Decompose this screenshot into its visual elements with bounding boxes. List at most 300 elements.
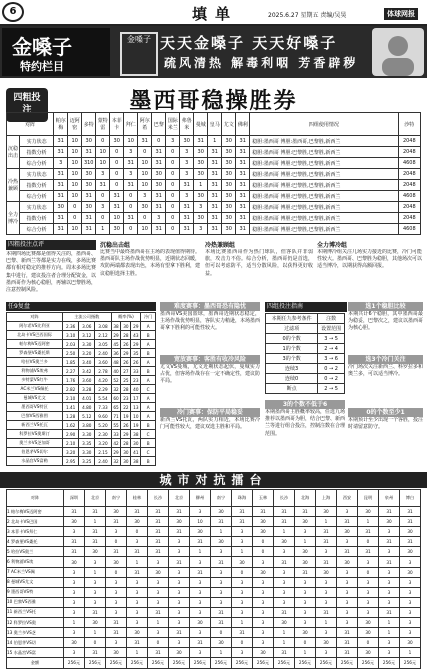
amount-cell: 2048: [398, 202, 420, 213]
table-row: [7, 169, 421, 180]
review-value: 26: [131, 358, 141, 367]
pick-cell: 31: [82, 147, 96, 158]
city-pick: 3: [106, 577, 127, 587]
pick-cell: 31: [208, 158, 222, 169]
city-pick: 31: [232, 628, 253, 638]
city-pick: 30: [400, 547, 421, 557]
tip-cell: 稳胆:墨西哥 博胆:巴黎胜,巴黎胜,新西兰: [250, 213, 398, 224]
review-value: C: [141, 385, 156, 394]
group-name: 沉稳出击: [7, 136, 20, 169]
review-value: A: [141, 376, 156, 385]
city-pick: 3: [190, 597, 211, 607]
city-header: 南宁: [106, 490, 127, 507]
city-pick: 3: [148, 557, 169, 567]
city-header: 北京: [169, 490, 190, 507]
pick-cell: 1: [208, 136, 222, 147]
city-pick: 3: [358, 557, 379, 567]
filter-cell: 断点: [266, 384, 318, 394]
newspaper-logo: 6: [2, 2, 24, 22]
city-total: 256元: [169, 658, 190, 668]
pick-cell: 0: [152, 136, 166, 147]
header-cell: 尤文: [222, 113, 236, 136]
pick-cell: 31: [82, 213, 96, 224]
city-row-index: 12 科罗拉VS奥: [7, 618, 64, 628]
city-pick: 31: [148, 507, 169, 517]
amount-cell: 4608: [398, 191, 420, 202]
city-pick: 3: [127, 587, 148, 597]
section-name: 填单: [191, 5, 238, 23]
tips-heading-3: 0的个数至少1: [348, 408, 423, 417]
review-value: 35: [131, 349, 141, 358]
city-pick: 30: [358, 507, 379, 517]
city-pick: 30: [274, 618, 295, 628]
review-row: [7, 457, 156, 466]
city-pick: 3: [400, 618, 421, 628]
review-row: [7, 421, 156, 430]
review-value: 29: [131, 322, 141, 331]
city-total: 256元: [400, 658, 421, 668]
review-value: 1.62: [63, 421, 79, 430]
city-pick: 3: [379, 577, 400, 587]
review-value: 41: [131, 448, 141, 457]
pick-cell: 1: [96, 224, 110, 235]
comment-box-text: 本期四场比赛都是值得关注的，墨西哥、巴黎、新西兰等都是实力在线，多场比赛都有相对稳定的推荐方向。周末多场比赛集中进行，建议投注者合理分配资金，以墨西哥作为核心稳胆，再辅以巴黎胜场，注意控制风险。: [6, 251, 96, 294]
city-pick: 1: [85, 567, 106, 577]
review-value: A: [141, 358, 156, 367]
filter-cell: 2 → 4: [318, 344, 345, 354]
pick-cell: 0: [166, 180, 180, 191]
city-pick: 3: [295, 587, 316, 597]
city-pick: 31: [379, 607, 400, 617]
city-pick: 30: [337, 557, 358, 567]
city-pick: 31: [148, 648, 169, 658]
pick-cell: 31: [236, 202, 250, 213]
city-pick: 31: [316, 557, 337, 567]
review-match: 曼城VS尤文: [7, 394, 63, 403]
city-pick: 30: [400, 638, 421, 648]
group-name: 全力博冷: [7, 202, 20, 235]
row-type: 综合分析: [20, 224, 54, 235]
city-pick: 3: [316, 597, 337, 607]
tip-cell: 稳胆:墨西哥 博胆:墨西哥,巴黎胜,新西兰: [250, 136, 398, 147]
city-row: [7, 648, 421, 658]
review-value: 60: [111, 394, 121, 403]
tips-text-1: 本期共计6个稳胆，其中墨西哥最为稳妥，巴黎次之，建议以墨西哥为核心胆。: [348, 311, 423, 332]
row-type: 指数分析: [20, 213, 54, 224]
city-pick: 3: [295, 607, 316, 617]
analysis-text-1: 墨西哥VS美国篮球，墨西哥近期状态稳定，主场作战优势明显，客队实力稍逊，本场墨西哥拿下胜利的可能性较大。: [160, 311, 260, 332]
city-total: 256元: [253, 658, 274, 668]
pick-cell: 30: [222, 147, 236, 158]
city-row: [7, 607, 421, 617]
review-value: 28: [121, 331, 131, 340]
review-value: 38: [131, 457, 141, 466]
review-row: [7, 385, 156, 394]
pick-cell: 10: [68, 224, 82, 235]
city-row-index: 13 奥兰多VS芝: [7, 628, 64, 638]
review-match: 哈拉VS奥兰多: [7, 358, 63, 367]
review-value: 2.90: [63, 430, 79, 439]
review-value: 55: [111, 421, 121, 430]
review-value: 3.20: [63, 448, 79, 457]
city-header: 深圳: [64, 490, 85, 507]
city-pick: 3: [253, 557, 274, 567]
review-value: 4.20: [95, 376, 111, 385]
amount-cell: 2048: [398, 213, 420, 224]
review-value: 1.28: [63, 412, 79, 421]
review-match: AC米兰VS佩托: [7, 385, 63, 394]
pick-cell: 10: [68, 180, 82, 191]
city-pick: 3: [295, 577, 316, 587]
review-row: [7, 439, 156, 448]
city-pick: 30: [295, 547, 316, 557]
amount-cell: 2048: [398, 147, 420, 158]
city-pick: 31: [64, 507, 85, 517]
review-row: [7, 430, 156, 439]
city-pick: 3: [358, 577, 379, 587]
review-match: 墨西哥VS特区: [7, 403, 63, 412]
review-value: A: [141, 340, 156, 349]
city-pick: 31: [106, 618, 127, 628]
city-pick: 30: [211, 507, 232, 517]
city-pick: 1: [295, 537, 316, 547]
pick-cell: 3: [180, 169, 194, 180]
city-pick: 1: [316, 517, 337, 527]
city-pick: 3: [190, 648, 211, 658]
pick-cell: 0: [166, 224, 180, 235]
city-header: 北海: [295, 490, 316, 507]
review-value: 3.30: [79, 430, 95, 439]
city-pick: 3: [127, 618, 148, 628]
filter-cell: 连续3: [266, 364, 318, 374]
city-pick: 0: [358, 567, 379, 577]
city-pick: 1: [64, 618, 85, 628]
city-pick: 3: [169, 577, 190, 587]
filter-cell: 3的个数: [266, 354, 318, 364]
review-value: 2.30: [95, 430, 111, 439]
group-comment-1-title: 沉稳出击组: [100, 242, 131, 249]
city-pick: 3: [400, 607, 421, 617]
city-pick: 31: [337, 638, 358, 648]
city-pick: 30: [190, 618, 211, 628]
city-pick: 31: [337, 517, 358, 527]
city-pick: 31: [232, 517, 253, 527]
city-pick: 30: [379, 517, 400, 527]
city-pick: 30: [106, 648, 127, 658]
tip-cell: 稳胆:墨西哥 博胆:巴黎胜,巴黎胜,新西兰: [250, 202, 398, 213]
city-pick: 10: [190, 517, 211, 527]
review-value: B: [141, 367, 156, 376]
tips-heading-2: 选3个冷门关注: [348, 355, 423, 364]
city-pick: 3: [211, 547, 232, 557]
pick-cell: 0: [110, 158, 124, 169]
review-value: 22: [121, 403, 131, 412]
review-value: 1.76: [63, 376, 79, 385]
group-comment-2-text: 本场比赛墨西哥作为热门球队，但客队并非弱旅，攻击力不俗。综合分析，墨西哥仍是首选，但可以考虑防平，适当分散风险，以获得更好收益。: [205, 249, 313, 277]
pick-cell: 1: [194, 180, 208, 191]
review-value: 2.40: [95, 349, 111, 358]
brand-badge: 体球网报: [384, 8, 418, 20]
city-pick: 3: [232, 537, 253, 547]
pick-cell: 30: [222, 191, 236, 202]
city-pick: 3: [169, 618, 190, 628]
city-total: 256元: [316, 658, 337, 668]
city-pick: 31: [379, 557, 400, 567]
city-row: [7, 507, 421, 517]
pick-cell: 10: [110, 213, 124, 224]
city-pick: 31: [295, 567, 316, 577]
city-row-index: 15 水晶宫VS富: [7, 648, 64, 658]
city-row-index: 3 本菲卡VS拜仁: [7, 527, 64, 537]
review-row: [7, 394, 156, 403]
pick-cell: 30: [222, 136, 236, 147]
amount-cell: 2048: [398, 169, 420, 180]
city-pick: 3: [253, 628, 274, 638]
review-row: [7, 349, 156, 358]
group-comment-2-title: 冷热兼顾组: [205, 242, 236, 249]
city-pick: 30: [358, 648, 379, 658]
city-pick: 31: [379, 507, 400, 517]
review-value: 3.12: [79, 331, 95, 340]
filter-cell: 0 → 2: [318, 374, 345, 384]
city-pick: 0: [85, 638, 106, 648]
review-value: 3.30: [79, 448, 95, 457]
city-pick: 1: [148, 618, 169, 628]
table-row: [7, 191, 421, 202]
city-pick: 31: [358, 547, 379, 557]
pick-cell: 31: [110, 191, 124, 202]
city-pick: 1: [211, 527, 232, 537]
review-row: [7, 412, 156, 421]
pick-cell: 31: [54, 224, 68, 235]
review-value: 1.85: [63, 358, 79, 367]
city-pick: 1: [190, 547, 211, 557]
row-type: 指数分析: [20, 180, 54, 191]
pick-cell: 30: [82, 169, 96, 180]
review-value: 5.20: [95, 421, 111, 430]
city-pick: 30: [274, 537, 295, 547]
city-pick: 3: [337, 607, 358, 617]
city-pick: 3: [400, 587, 421, 597]
header-cell: 蒙特雷: [96, 113, 110, 136]
city-pick: 3: [253, 638, 274, 648]
filter-cell: 0的个数: [266, 334, 318, 344]
header-cell: 帕尔梅: [54, 113, 68, 136]
city-pick: 3: [127, 597, 148, 607]
row-type: 指数分析: [20, 147, 54, 158]
city-total: 256元: [106, 658, 127, 668]
pick-cell: 30: [82, 136, 96, 147]
group-comment-3-text: 本期博冷组关注几场实力接近的比赛，冷门可能性较大。墨西哥、巴黎胜为稳胆，其他场次可以适当博冷，以期获得高额回报。: [317, 249, 422, 270]
review-value: 29: [121, 430, 131, 439]
city-pick: 3: [127, 537, 148, 547]
guide-title: 四组投注指南: [265, 302, 347, 312]
pick-cell: 31: [54, 136, 68, 147]
pick-cell: 10: [68, 147, 82, 158]
row-type: 实力状态: [20, 169, 54, 180]
city-pick: 31: [295, 507, 316, 517]
pick-cell: 30: [222, 158, 236, 169]
review-value: 32: [111, 385, 121, 394]
city-row-index: 1 帕尔梅VS迈阿密: [7, 507, 64, 517]
row-type: 实力状态: [20, 202, 54, 213]
pick-cell: 10: [68, 169, 82, 180]
pick-cell: 0: [124, 191, 138, 202]
city-pick: 30: [106, 507, 127, 517]
pick-cell: 30: [194, 213, 208, 224]
review-value: 43: [131, 331, 141, 340]
city-pick: 3: [295, 527, 316, 537]
city-pick: 30: [64, 517, 85, 527]
product-box-label: 金嗓子: [127, 35, 151, 44]
review-row: [7, 367, 156, 376]
review-value: 3.08: [95, 322, 111, 331]
pick-cell: 3: [152, 213, 166, 224]
review-value: 3.10: [63, 331, 79, 340]
city-total: 256元: [274, 658, 295, 668]
review-value: B: [141, 457, 156, 466]
pick-cell: 31: [82, 224, 96, 235]
tips-text-2: 冷门场次关注新西兰、科罗拉多和奥兰多，可以适当博冷。: [348, 364, 423, 378]
analysis-heading-2: 宽放赛事：客胜有收冷风险: [160, 355, 260, 364]
review-value: 3.80: [79, 421, 95, 430]
table-row: [7, 213, 421, 224]
pick-cell: 10: [68, 158, 82, 169]
city-pick: 31: [274, 507, 295, 517]
review-match: 科罗拉VS奥斯汀: [7, 430, 63, 439]
city-row: [7, 577, 421, 587]
city-pick: 30: [295, 517, 316, 527]
city-total: 256元: [64, 658, 85, 668]
city-row: [7, 587, 421, 597]
city-pick: 3: [127, 607, 148, 617]
review-row: [7, 331, 156, 340]
review-value: 3.40: [79, 358, 95, 367]
city-pick: 1: [400, 648, 421, 658]
pick-cell: 30: [194, 191, 208, 202]
review-header: 对阵: [7, 313, 63, 322]
city-pick: 3: [337, 587, 358, 597]
city-pick: 31: [148, 537, 169, 547]
city-pick: 3: [379, 547, 400, 557]
pick-cell: 10: [138, 224, 152, 235]
review-row: [7, 322, 156, 331]
city-pick: 3: [64, 648, 85, 658]
review-match: 水晶宫VS富勒: [7, 457, 63, 466]
filter-cell: 3 → 6: [318, 354, 345, 364]
city-pick: 3: [85, 587, 106, 597]
comment-box-title: 四粗投注点评: [6, 240, 96, 250]
city-total: 256元: [337, 658, 358, 668]
city-header: 桂林: [127, 490, 148, 507]
city-pick: 3: [190, 577, 211, 587]
review-value: 71: [111, 412, 121, 421]
city-pick: 31: [190, 567, 211, 577]
tips-column: [348, 302, 423, 472]
city-pick: 30: [232, 557, 253, 567]
city-pick: 30: [295, 628, 316, 638]
city-pick: 1: [316, 618, 337, 628]
city-pick: 3: [148, 577, 169, 587]
table-row: [7, 147, 421, 158]
filter-header-b: 注数: [318, 314, 345, 324]
city-row: [7, 517, 421, 527]
city-pick: 0: [358, 537, 379, 547]
city-header: 玉林: [253, 490, 274, 507]
pick-cell: 3: [180, 158, 194, 169]
pick-cell: 3: [124, 169, 138, 180]
pick-cell: 30: [222, 169, 236, 180]
review-value: B: [141, 421, 156, 430]
city-total: 256元: [190, 658, 211, 668]
city-pick: 31: [337, 628, 358, 638]
pick-cell: 30: [222, 180, 236, 191]
group-name: 冷热兼顾: [7, 169, 20, 202]
pick-cell: 31: [152, 158, 166, 169]
city-pick: 31: [64, 537, 85, 547]
city-pick: 3: [232, 577, 253, 587]
city-pick: 31: [148, 517, 169, 527]
city-pick: 30: [148, 567, 169, 577]
pick-cell: 30: [152, 180, 166, 191]
amount-cell: 4608: [398, 158, 420, 169]
city-pick: 3: [64, 527, 85, 537]
review-value: 3.42: [79, 367, 95, 376]
city-pick: 31: [400, 537, 421, 547]
pick-cell: 31: [236, 158, 250, 169]
city-pick: 1: [274, 527, 295, 537]
filter-row: [266, 384, 345, 394]
row-type: 综合分析: [20, 158, 54, 169]
city-row-index: 4 罗森堡VS桑托: [7, 537, 64, 547]
review-value: 2.36: [63, 322, 79, 331]
review-match: 多特蒙VS红牛: [7, 376, 63, 385]
city-pick: 1: [274, 638, 295, 648]
review-match: 阿尔希VS比利亚: [7, 322, 63, 331]
city-pick: 1: [211, 648, 232, 658]
pick-cell: 31: [208, 191, 222, 202]
filter-header-a: 本期任九参考条件: [266, 314, 318, 324]
review-value: 27: [121, 367, 131, 376]
pick-cell: 10: [96, 147, 110, 158]
header-cell: 拜仁: [124, 113, 138, 136]
city-pick: 0: [211, 628, 232, 638]
review-value: 2.78: [95, 367, 111, 376]
city-pick: 30: [169, 648, 190, 658]
city-pick: 31: [316, 537, 337, 547]
city-pick: 3: [106, 587, 127, 597]
review-value: 1.41: [63, 403, 79, 412]
amount-cell: 2048: [398, 136, 420, 147]
pick-cell: 10: [124, 136, 138, 147]
filter-row: [266, 354, 345, 364]
pick-cell: 0: [166, 147, 180, 158]
table-row: [7, 180, 421, 191]
city-pick: 30: [400, 567, 421, 577]
city-pick: 31: [211, 517, 232, 527]
city-pick: 3: [337, 577, 358, 587]
pick-cell: 31: [236, 180, 250, 191]
city-pick: 31: [127, 638, 148, 648]
city-pick: 3: [274, 577, 295, 587]
review-value: 19: [131, 421, 141, 430]
city-pick: 3: [253, 618, 274, 628]
review-match: 奥兰多VS芝加哥: [7, 439, 63, 448]
city-pick: 30: [64, 557, 85, 567]
review-table: [6, 312, 156, 466]
review-match: 新西兰VS托瓦: [7, 421, 63, 430]
city-pick: 3: [169, 638, 190, 648]
